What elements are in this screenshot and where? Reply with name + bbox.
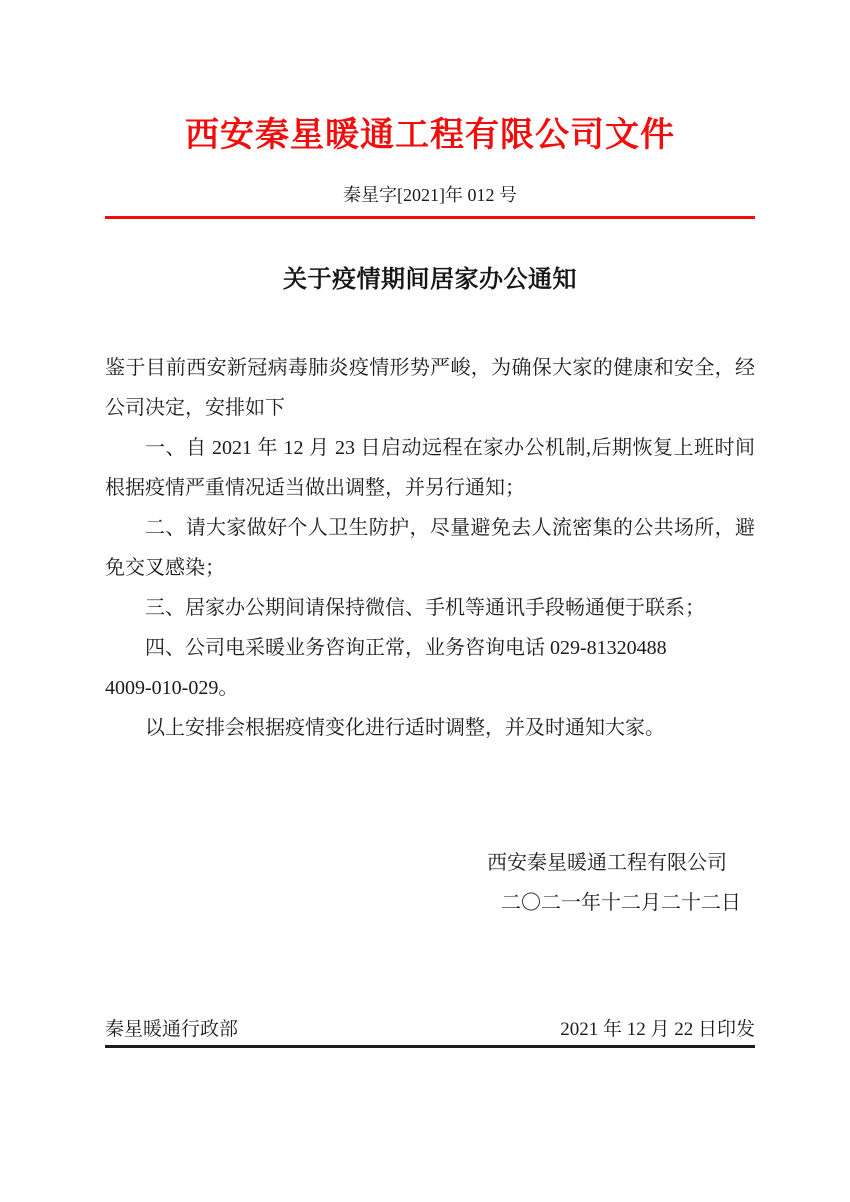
body-paragraph-phone-continued: 4009-010-029。 [105,677,239,699]
body-paragraph-closing: 以上安排会根据疫情变化进行适时调整，并及时通知大家。 [145,717,665,739]
body-paragraph-item-2: 二、请大家做好个人卫生防护，尽量避免去人流密集的公共场所，避免交叉感染； [105,517,755,579]
header-red-rule [105,216,755,219]
org-title: 西安秦星暖通工程有限公司文件 [185,116,675,154]
notice-title: 关于疫情期间居家办公通知 [283,266,577,293]
body-paragraph-item-3: 三、居家办公期间请保持微信、手机等通讯手段畅通便于联系； [145,597,705,619]
body-paragraph-item-4: 四、公司电采暖业务咨询正常，业务咨询电话 029-81320488 [145,637,667,659]
document-footer [105,1015,755,1048]
notice-body [105,348,755,748]
footer-print-date: 2021 年 12 月 22 日印发 [560,1019,755,1040]
body-paragraph-item-1: 一、自 2021 年 12 月 23 日启动远程在家办公机制,后期恢复上班时间根据疫情严重情况适当做出调整，并另行通知； [105,437,755,499]
body-paragraph-intro: 鉴于目前西安新冠病毒肺炎疫情形势严峻，为确保大家的健康和安全，经公司决定，安排如下 [105,357,755,419]
doc-number: 秦星字[2021]年 012 号 [343,185,517,205]
footer-issuer: 秦星暖通行政部 [105,1019,239,1040]
signature-company: 西安秦星暖通工程有限公司 [487,852,727,874]
signature-date: 二〇二一年十二月二十二日 [501,892,741,914]
signature-block [105,843,755,924]
